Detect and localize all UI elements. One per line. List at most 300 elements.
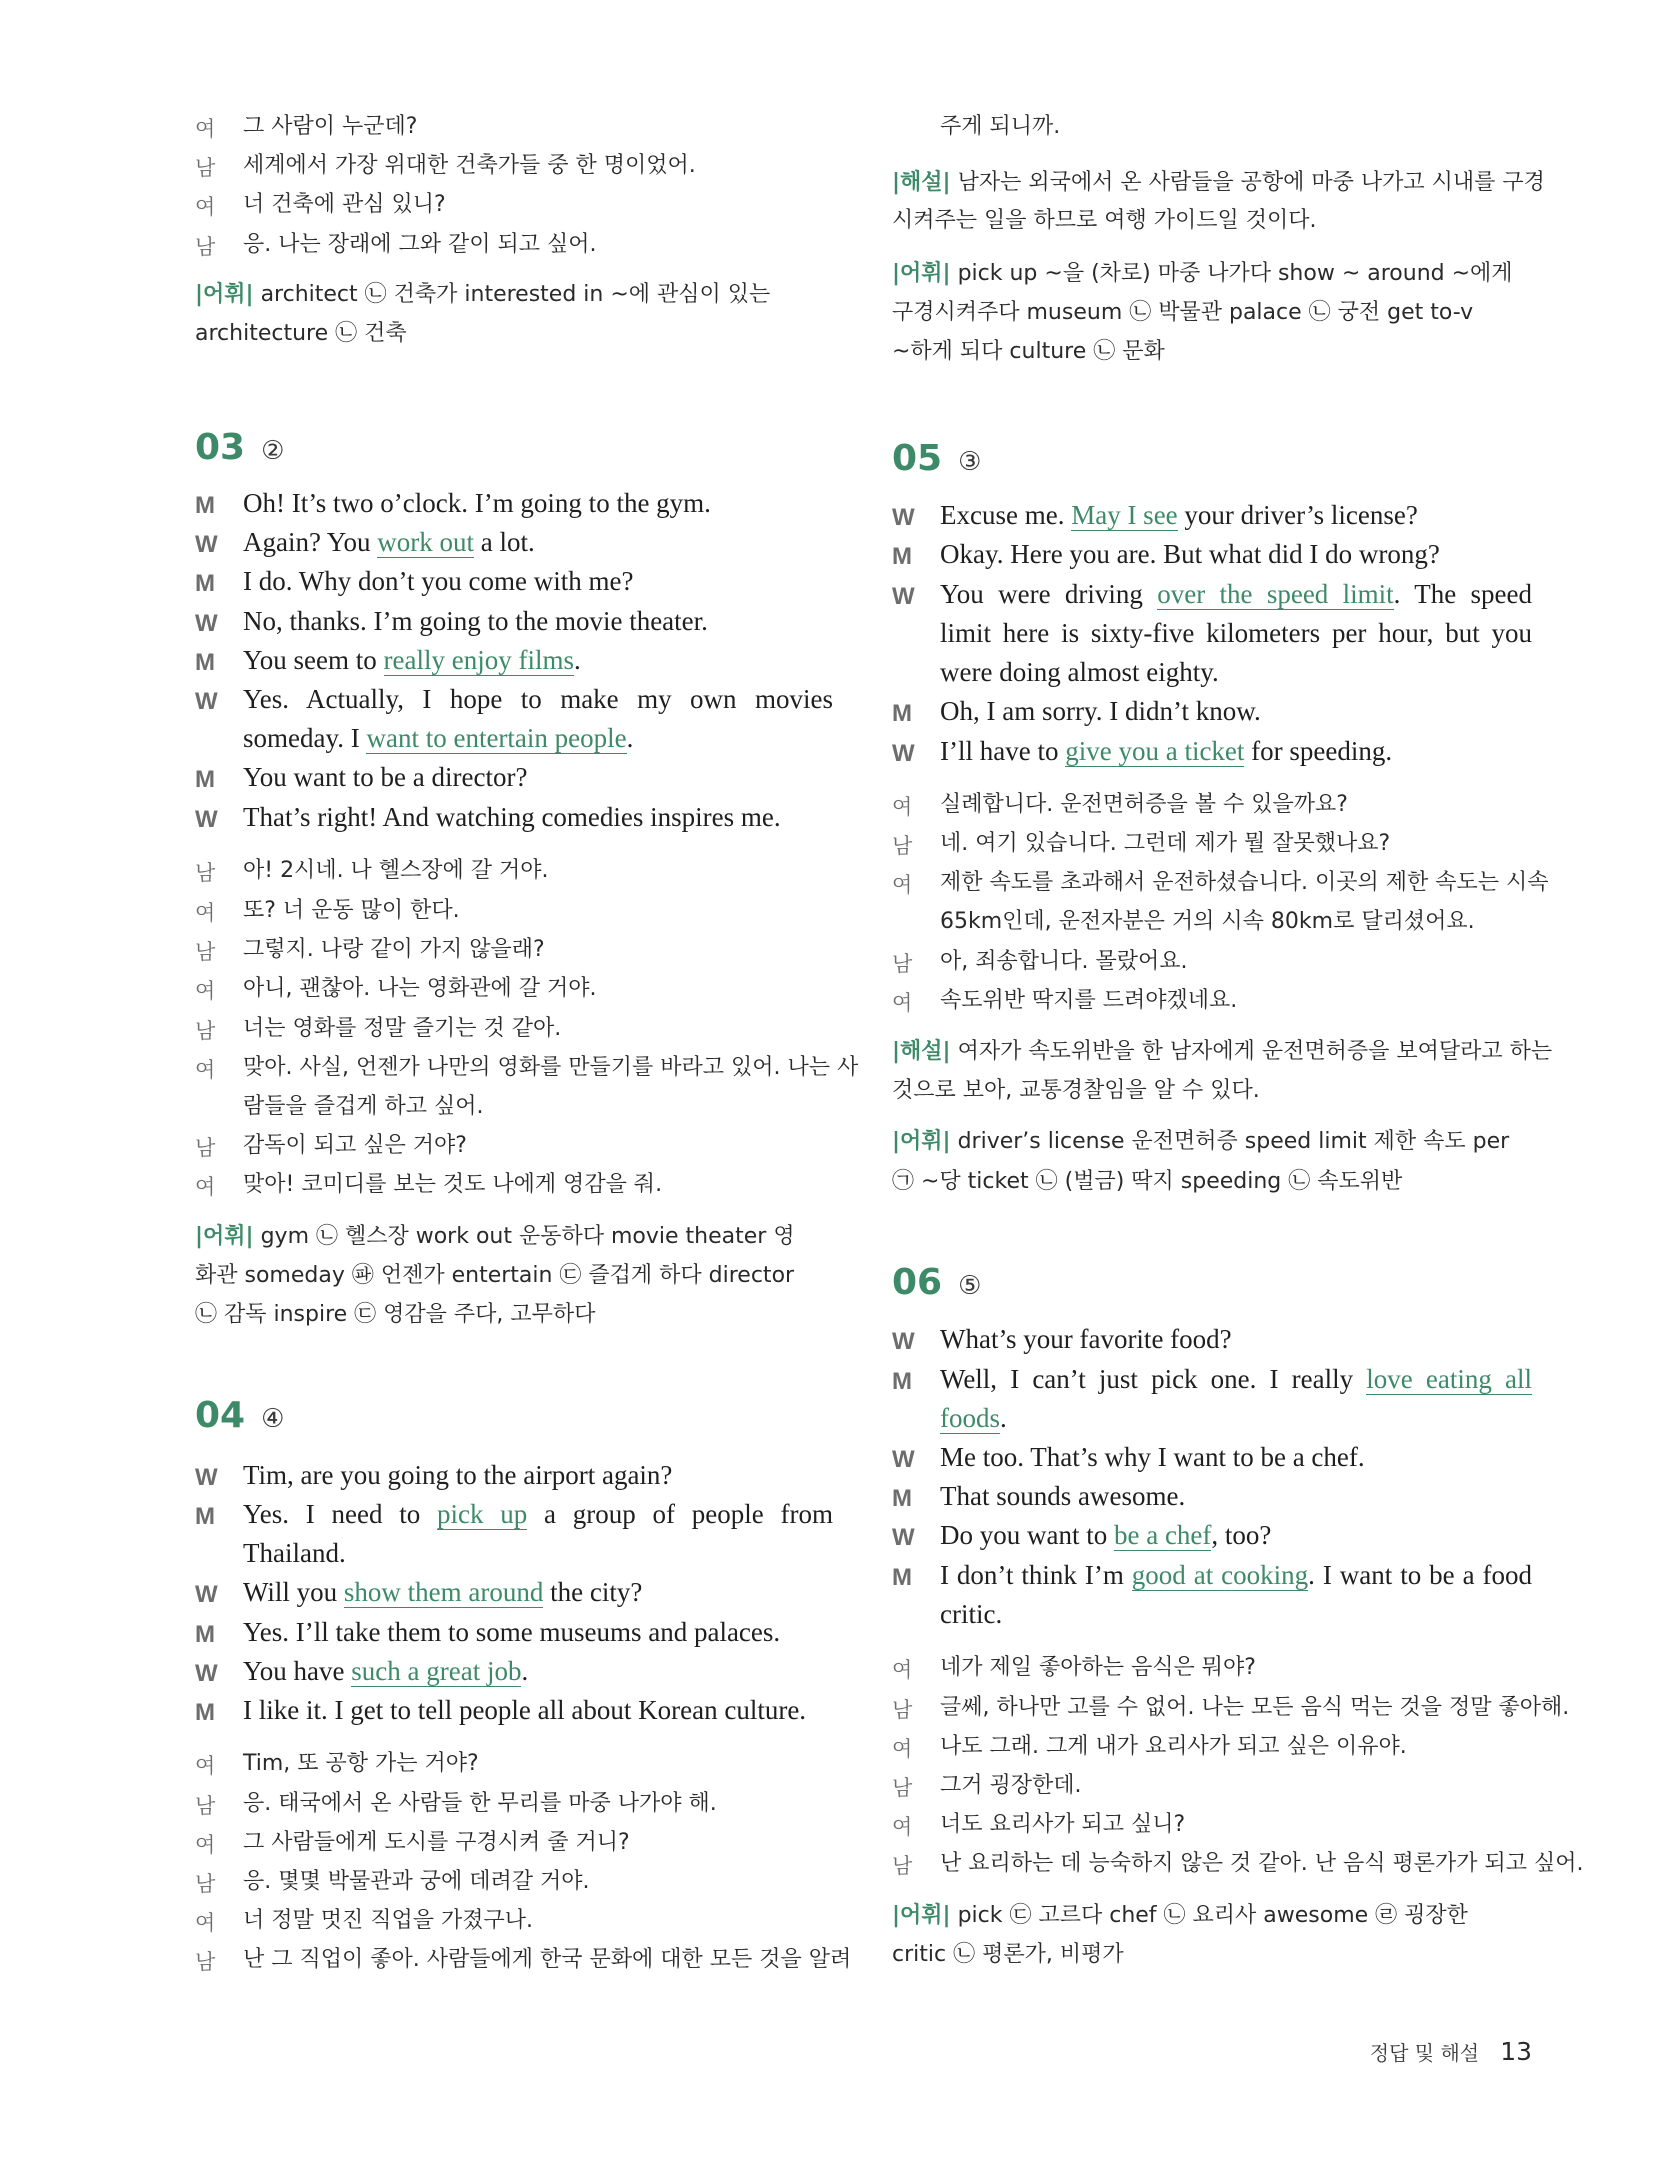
speaker-label: W [195, 610, 218, 637]
note-text [892, 1937, 1532, 1968]
note-line [892, 1034, 1553, 1070]
text-fragment: . [573, 645, 581, 675]
dialogue-line [892, 1599, 1532, 1635]
speaker-label: 여 [195, 1911, 216, 1935]
text-fragment: Oh! It’s two o’clock. I’m going to the gym. [243, 488, 711, 518]
line-text: 아, 죄송합니다. 몰랐어요. [940, 949, 1188, 974]
text-fragment: You want to be a director? [243, 762, 528, 792]
note-text [892, 1124, 1532, 1155]
line-text: 난 요리하는 데 능숙하지 않은 것 같아. 난 음식 평론가가 되고 싶어. [940, 1851, 1584, 1876]
speaker-label: W [195, 806, 218, 833]
speaker-label: 남 [195, 1136, 216, 1160]
speaker-label: 남 [892, 1698, 913, 1722]
translation-line [892, 1729, 1532, 1765]
note-line [195, 1297, 833, 1333]
speaker-label: M [892, 1564, 912, 1591]
text-fragment: . [1000, 1403, 1007, 1433]
line-text [940, 1560, 1532, 1591]
page-number: 13 [1500, 2037, 1532, 2066]
question-header [195, 1395, 284, 1436]
line-text: 난 그 직업이 좋아. 사람들에게 한국 문화에 대한 모든 것을 알려 [243, 1947, 852, 1972]
note-line [195, 1258, 833, 1294]
note-text [892, 256, 1532, 287]
speaker-label: 남 [892, 1776, 913, 1800]
line-text: 응. 태국에서 온 사람들 한 무리를 마중 나가야 해. [243, 1791, 717, 1816]
note-line [892, 1164, 1532, 1200]
line-text [940, 618, 1532, 649]
note-text [892, 165, 1545, 196]
line-text [940, 1520, 1532, 1551]
text-fragment: That’s right! And watching comedies inspires me. [243, 802, 781, 832]
speaker-label: 여 [195, 1833, 216, 1857]
line-text: 맞아! 코미디를 보는 것도 나에게 영감을 줘. [243, 1172, 663, 1197]
text-fragment: for speeding. [1244, 736, 1393, 766]
dialogue-line [892, 1442, 1532, 1478]
text-fragment: . The speed [1393, 579, 1532, 609]
translation-line [195, 1089, 833, 1125]
note-line [195, 1219, 833, 1255]
translation-line [195, 1011, 833, 1047]
line-text: 제한 속도를 초과해서 운전하셨습니다. 이곳의 제한 속도는 시속 [940, 870, 1549, 895]
answer-blank: good at cooking [1131, 1560, 1309, 1590]
speaker-label: M [892, 1368, 912, 1395]
translation-line [892, 944, 1532, 980]
text-fragment: someday. I [243, 723, 367, 753]
speaker-label: M [195, 492, 215, 519]
line-text: 그거 굉장한데. [940, 1773, 1082, 1798]
dialogue-line [195, 1695, 833, 1731]
line-text [243, 684, 833, 715]
line-text [243, 1460, 833, 1491]
line-text [243, 488, 833, 519]
dialogue-line [195, 1656, 833, 1692]
note-line [892, 334, 1532, 370]
vocab-label: |어휘| [892, 261, 951, 286]
note-text [195, 277, 833, 308]
text-fragment: limit here is sixty-five kilometers per hour, but you [940, 618, 1532, 648]
text-fragment: Okay. Here you are. But what did I do wrong? [940, 539, 1440, 569]
speaker-label: 여 [892, 873, 913, 897]
translation-line [195, 1746, 833, 1782]
text-fragment: your driver’s license? [1177, 500, 1418, 530]
line-text [243, 645, 833, 676]
answer-blank: show them around [343, 1577, 544, 1607]
note-line [195, 277, 833, 313]
line-text: 세계에서 가장 위대한 건축가들 중 한 명이었어. [243, 153, 696, 178]
translation-line [195, 932, 833, 968]
note-line [892, 1937, 1532, 1973]
speaker-label: M [195, 570, 215, 597]
speaker-label: 남 [195, 1794, 216, 1818]
speaker-label: W [892, 1524, 915, 1551]
note-content: ㉡ 감독 inspire ㉢ 영감을 주다, 고무하다 [195, 1302, 596, 1327]
line-text: 그렇지. 나랑 같이 가지 않을래? [243, 937, 545, 962]
answer-blank: work out [377, 527, 475, 557]
speaker-label: 남 [195, 1950, 216, 1974]
question-header [892, 1262, 981, 1303]
note-content: 구경시켜주다 museum ㉡ 박물관 palace ㉡ 궁전 get to-v [892, 300, 1474, 325]
question-number: 05 [892, 438, 943, 479]
line-text: 너 건축에 관심 있니? [243, 192, 446, 217]
speaker-label: 여 [195, 1754, 216, 1778]
note-line [195, 316, 833, 352]
question-number: 06 [892, 1262, 943, 1303]
translation-line [892, 904, 1532, 940]
line-text [243, 566, 833, 597]
dialogue-line [195, 1538, 833, 1574]
text-fragment: . [521, 1656, 529, 1686]
line-text: 나도 그래. 그게 내가 요리사가 되고 싶은 이유야. [940, 1734, 1407, 1759]
answer-marker: ④ [261, 1404, 285, 1434]
dialogue-line [195, 723, 833, 759]
speaker-label: 여 [892, 991, 913, 1015]
dialogue-line [195, 527, 833, 563]
line-text [940, 539, 1532, 570]
line-text: 너는 영화를 정말 즐기는 것 같아. [243, 1016, 562, 1041]
text-fragment: Oh, I am sorry. I didn’t know. [940, 696, 1261, 726]
line-text: 네가 제일 좋아하는 음식은 뭐야? [940, 1655, 1256, 1680]
translation-line [892, 1690, 1570, 1726]
speaker-label: 여 [195, 901, 216, 925]
answer-blank: over the speed limit [1157, 579, 1394, 609]
answer-blank: want to entertain people [366, 723, 627, 753]
text-fragment: Me too. That’s why I want to be a chef. [940, 1442, 1365, 1472]
line-text: 글쎄, 하나만 고를 수 없어. 나는 모든 음식 먹는 것을 정말 좋아해. [940, 1695, 1570, 1720]
note-line [892, 256, 1532, 292]
translation-line [195, 1942, 852, 1978]
note-text [195, 316, 833, 347]
line-text [243, 527, 833, 558]
dialogue-line [892, 736, 1532, 772]
speaker-label: M [195, 766, 215, 793]
note-line [892, 295, 1532, 331]
speaker-label: 남 [195, 1872, 216, 1896]
speaker-label: W [892, 1328, 915, 1355]
translation-line [195, 1903, 833, 1939]
translation-line [892, 826, 1532, 862]
line-text [243, 1538, 833, 1569]
speaker-label: M [195, 649, 215, 676]
dialogue-line [195, 645, 833, 681]
line-text: 65km인데, 운전자분은 거의 시속 80km로 달리셨어요. [940, 909, 1475, 934]
dialogue-line [195, 1460, 833, 1496]
speaker-label: 남 [195, 156, 216, 180]
text-fragment: , too? [1211, 1520, 1272, 1550]
line-text [940, 657, 1532, 688]
note-text [195, 1258, 833, 1289]
text-fragment: You were driving [940, 579, 1158, 609]
note-content: pick ㉢ 고르다 chef ㉡ 요리사 awesome ㉣ 굉장한 [957, 1903, 1468, 1928]
answer-blank: May I see [1071, 500, 1178, 530]
note-text [892, 334, 1532, 365]
translation-line [892, 1768, 1532, 1804]
line-text: 또? 너 운동 많이 한다. [243, 898, 460, 923]
translation-line [195, 109, 833, 145]
dialogue-line [195, 606, 833, 642]
note-line [892, 1898, 1532, 1934]
text-fragment: the city? [543, 1577, 643, 1607]
line-text: 주게 되니까. [940, 114, 1061, 139]
note-content: 남자는 외국에서 온 사람들을 공항에 마중 나가고 시내를 구경 [957, 170, 1545, 195]
dialogue-line [892, 618, 1532, 654]
text-fragment: I do. Why don’t you come with me? [243, 566, 634, 596]
line-text: 아! 2시네. 나 헬스장에 갈 거야. [243, 858, 549, 883]
line-text [940, 1364, 1532, 1395]
line-text: 네. 여기 있습니다. 그런데 제가 뭘 잘못했나요? [940, 831, 1391, 856]
text-fragment: critic. [940, 1599, 1003, 1629]
line-text [940, 1599, 1532, 1630]
note-content: driver’s license 운전면허증 speed limit 제한 속도 per [957, 1129, 1510, 1154]
dialogue-line [195, 802, 833, 838]
question-header [195, 427, 284, 468]
dialogue-line [892, 657, 1532, 693]
speaker-label: M [195, 1699, 215, 1726]
line-text [243, 1617, 833, 1648]
text-fragment: Well, I can’t just pick one. I really [940, 1364, 1367, 1394]
line-text [940, 579, 1532, 610]
answer-blank: such a great job [351, 1656, 522, 1686]
vocab-label: |어휘| [195, 282, 254, 307]
answer-blank: be a chef [1113, 1520, 1212, 1550]
speaker-label: 여 [195, 979, 216, 1003]
translation-line [892, 1846, 1584, 1882]
line-text [243, 1577, 833, 1608]
translation-line [195, 187, 833, 223]
text-fragment: That sounds awesome. [940, 1481, 1186, 1511]
line-text: 그 사람이 누군데? [243, 114, 418, 139]
speaker-label: 여 [195, 117, 216, 141]
answer-blank: pick up [437, 1499, 528, 1529]
line-text: Tim, 또 공항 가는 거야? [243, 1751, 479, 1776]
speaker-label: W [195, 1464, 218, 1491]
translation-line [892, 865, 1549, 901]
note-content: 시켜주는 일을 하므로 여행 가이드일 것이다. [892, 208, 1317, 233]
speaker-label: W [195, 531, 218, 558]
speaker-label: 여 [892, 1658, 913, 1682]
text-fragment: were doing almost eighty. [940, 657, 1219, 687]
answer-blank: really enjoy films [383, 645, 574, 675]
line-text: 감독이 되고 싶은 거야? [243, 1133, 467, 1158]
note-text [892, 1034, 1553, 1065]
line-text [940, 1403, 1532, 1434]
speaker-label: 남 [195, 861, 216, 885]
footer-label: 정답 및 해설 [1369, 2041, 1480, 2065]
note-text [892, 1073, 1532, 1104]
speaker-label: 여 [892, 1815, 913, 1839]
speaker-label: W [892, 1446, 915, 1473]
translation-line [892, 109, 1532, 145]
speaker-label: 남 [195, 235, 216, 259]
speaker-label: M [195, 1621, 215, 1648]
answer-blank: love eating all [1366, 1364, 1532, 1394]
speaker-label: M [892, 543, 912, 570]
note-content: critic ㉡ 평론가, 비평가 [892, 1942, 1124, 1967]
vocab-label: |어휘| [892, 1129, 951, 1154]
text-fragment: . [626, 723, 634, 753]
question-number: 03 [195, 427, 246, 468]
translation-line [195, 1050, 859, 1086]
vocab-label: |어휘| [195, 1224, 254, 1249]
speaker-label: 여 [195, 1175, 216, 1199]
note-text [892, 1164, 1532, 1195]
line-text: 람들을 즐겁게 하고 싶어. [243, 1094, 484, 1119]
dialogue-line [195, 1577, 833, 1613]
line-text: 아니, 괜찮아. 나는 영화관에 갈 거야. [243, 976, 597, 1001]
translation-line [892, 787, 1532, 823]
line-text [940, 1324, 1532, 1355]
dialogue-line [892, 1403, 1532, 1439]
note-text [892, 295, 1532, 326]
translation-line [195, 1167, 833, 1203]
dialogue-line [892, 1481, 1532, 1517]
line-text: 맞아. 사실, 언젠가 나만의 영화를 만들기를 바라고 있어. 나는 사 [243, 1055, 859, 1080]
text-fragment: I’ll have to [940, 736, 1066, 766]
line-text [243, 762, 833, 793]
speaker-label: 남 [892, 1854, 913, 1878]
line-text [940, 1481, 1532, 1512]
note-content: ㉠ ~당 ticket ㉡ (벌금) 딱지 speeding ㉡ 속도위반 [892, 1169, 1403, 1194]
text-fragment: Tim, are you going to the airport again? [243, 1460, 673, 1490]
speaker-label: W [195, 688, 218, 715]
text-fragment: What’s your favorite food? [940, 1324, 1232, 1354]
translation-line [195, 1825, 833, 1861]
note-content: architect ㉡ 건축가 interested in ~에 관심이 있는 [260, 282, 771, 307]
speaker-label: W [892, 504, 915, 531]
text-fragment: Do you want to [940, 1520, 1114, 1550]
text-fragment: Again? You [243, 527, 378, 557]
text-fragment: a lot. [474, 527, 535, 557]
line-text [940, 500, 1532, 531]
note-line [892, 165, 1545, 201]
speaker-label: 남 [892, 834, 913, 858]
page-footer [1300, 2037, 1532, 2077]
text-fragment: Yes. Actually, I hope to make my own movies [243, 684, 833, 714]
dialogue-line [195, 1499, 833, 1535]
dialogue-line [195, 488, 833, 524]
text-fragment: Thailand. [243, 1538, 346, 1568]
line-text [940, 736, 1532, 767]
note-content: 것으로 보아, 교통경찰임을 알 수 있다. [892, 1078, 1260, 1103]
text-fragment: a group of people from [527, 1499, 833, 1529]
note-content: ~하게 되다 culture ㉡ 문화 [892, 339, 1165, 364]
line-text [243, 802, 833, 833]
line-text: 너 정말 멋진 직업을 가졌구나. [243, 1908, 533, 1933]
dialogue-line [892, 579, 1532, 615]
dialogue-line [892, 1520, 1532, 1556]
line-text [243, 606, 833, 637]
text-fragment: No, thanks. I’m going to the movie theater. [243, 606, 708, 636]
translation-line [195, 1128, 833, 1164]
text-fragment: You have [243, 1656, 352, 1686]
answer-marker: ② [261, 436, 285, 466]
speaker-label: M [195, 1503, 215, 1530]
note-content: 화관 someday ㉺ 언젠가 entertain ㉢ 즐겁게 하다 director [195, 1263, 795, 1288]
dialogue-line [892, 1364, 1532, 1400]
note-text [892, 1898, 1532, 1929]
line-text [243, 1695, 833, 1726]
question-number: 04 [195, 1395, 246, 1436]
translation-line [195, 971, 833, 1007]
note-content: 여자가 속도위반을 한 남자에게 운전면허증을 보여달라고 하는 [957, 1039, 1553, 1064]
note-content: architecture ㉡ 건축 [195, 321, 407, 346]
speaker-label: W [195, 1581, 218, 1608]
dialogue-line [892, 1560, 1532, 1596]
speaker-label: M [892, 700, 912, 727]
dialogue-line [195, 1617, 833, 1653]
dialogue-line [892, 1324, 1532, 1360]
vocab-label: |어휘| [892, 1903, 951, 1928]
speaker-label: 남 [195, 940, 216, 964]
note-content: pick up ~을 (차로) 마중 나가다 show ~ around ~에게 [957, 261, 1513, 286]
translation-line [195, 227, 833, 263]
dialogue-line [195, 684, 833, 720]
text-fragment: You seem to [243, 645, 384, 675]
speaker-label: 여 [892, 795, 913, 819]
note-text [195, 1297, 833, 1328]
line-text: 그 사람들에게 도시를 구경시켜 줄 거니? [243, 1830, 630, 1855]
speaker-label: 여 [892, 1737, 913, 1761]
translation-line [195, 1786, 833, 1822]
dialogue-line [195, 566, 833, 602]
speaker-label: 여 [195, 195, 216, 219]
line-text: 실례합니다. 운전면허증을 볼 수 있을까요? [940, 792, 1348, 817]
speaker-label: W [892, 583, 915, 610]
dialogue-line [892, 696, 1532, 732]
speaker-label: 남 [195, 1019, 216, 1043]
translation-line [195, 148, 833, 184]
line-text: 응. 몇몇 박물관과 궁에 데려갈 거야. [243, 1869, 590, 1894]
note-line [892, 203, 1532, 239]
speaker-label: 여 [195, 1058, 216, 1082]
translation-line [892, 983, 1532, 1019]
answer-marker: ③ [958, 447, 982, 477]
line-text [243, 1656, 833, 1687]
text-fragment: . I want to be a food [1308, 1560, 1532, 1590]
line-text [940, 1442, 1532, 1473]
translation-line [195, 893, 833, 929]
translation-line [892, 1807, 1532, 1843]
explanation-label: |해설| [892, 1039, 951, 1064]
translation-line [892, 1650, 1532, 1686]
speaker-label: M [892, 1485, 912, 1512]
text-fragment: Yes. I need to [243, 1499, 438, 1529]
speaker-label: 남 [892, 952, 913, 976]
note-line [892, 1073, 1532, 1109]
question-header [892, 438, 981, 479]
answer-blank: foods [940, 1403, 1000, 1433]
line-text [243, 1499, 833, 1530]
speaker-label: W [892, 740, 915, 767]
dialogue-line [892, 539, 1532, 575]
text-fragment: Will you [243, 1577, 344, 1607]
text-fragment: Excuse me. [940, 500, 1072, 530]
explanation-label: |해설| [892, 170, 951, 195]
note-line [892, 1124, 1532, 1160]
dialogue-line [195, 762, 833, 798]
note-content: gym ㉡ 헬스장 work out 운동하다 movie theater 영 [260, 1224, 795, 1249]
speaker-label: W [195, 1660, 218, 1687]
text-fragment: Yes. I’ll take them to some museums and palaces. [243, 1617, 781, 1647]
line-text: 속도위반 딱지를 드려야겠네요. [940, 988, 1238, 1013]
translation-line [195, 1864, 833, 1900]
dialogue-line [892, 500, 1532, 536]
line-text [243, 723, 833, 754]
note-text [892, 203, 1532, 234]
line-text: 너도 요리사가 되고 싶니? [940, 1812, 1186, 1837]
answer-marker: ⑤ [958, 1271, 982, 1301]
note-text [195, 1219, 833, 1250]
line-text [940, 696, 1532, 727]
